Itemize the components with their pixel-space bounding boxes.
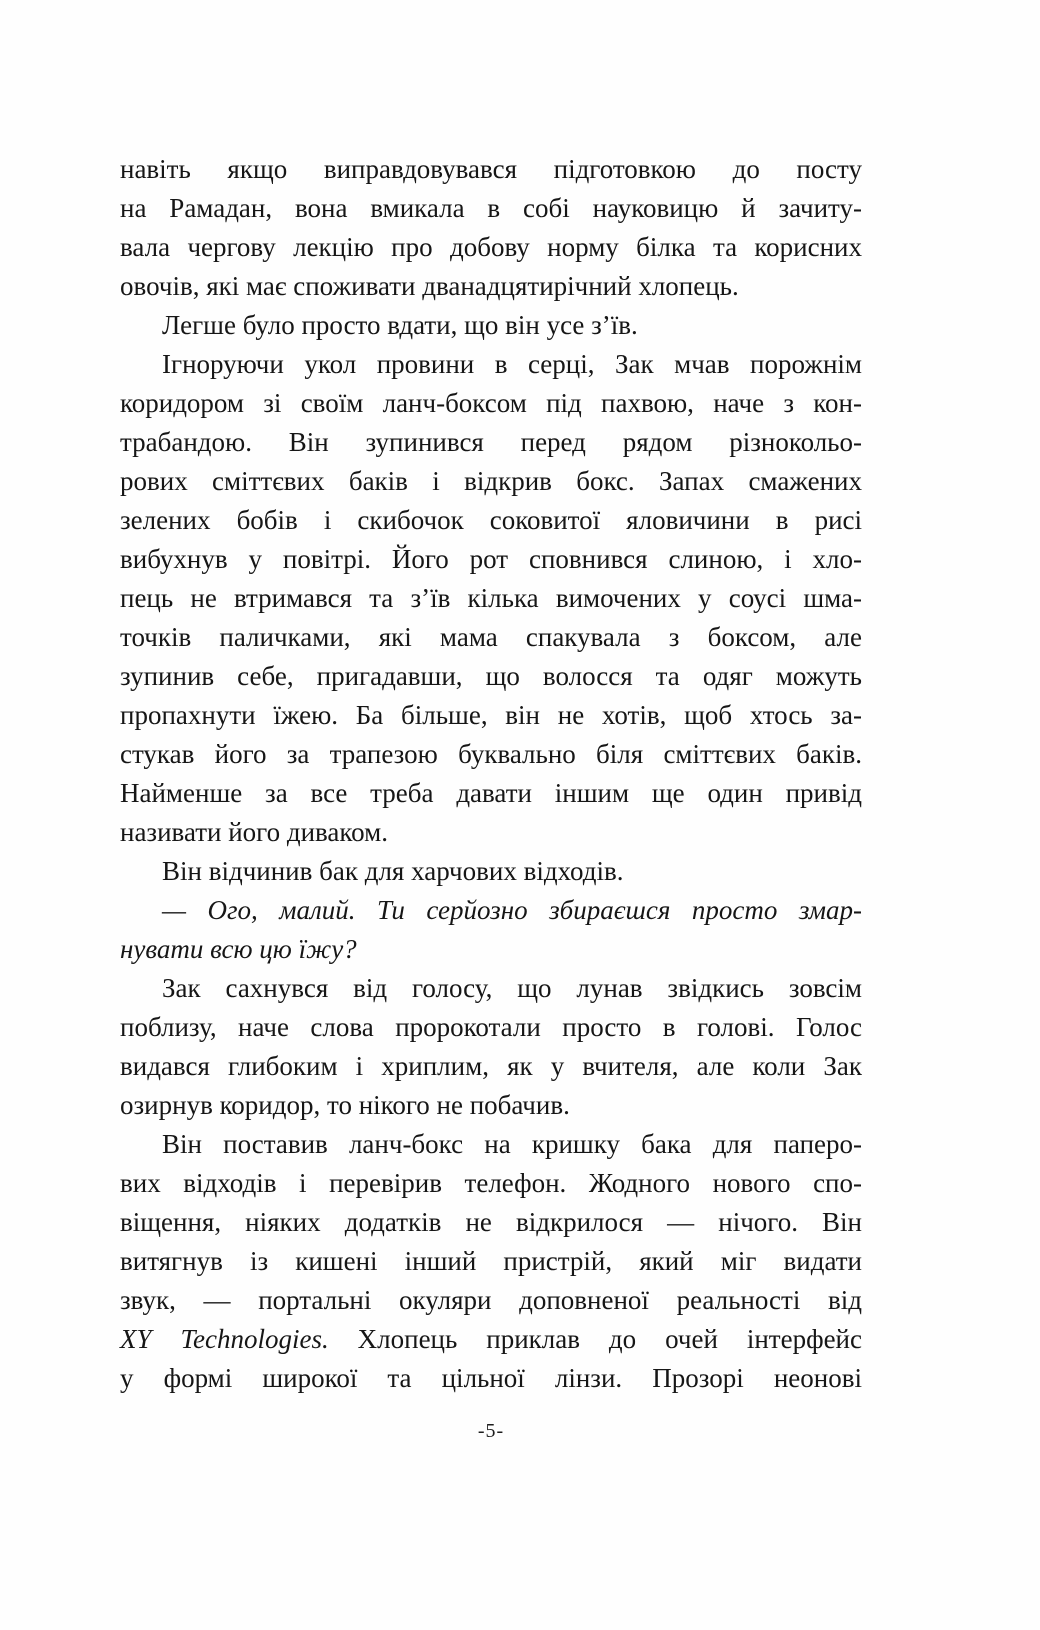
text-segment: Хлопець приклав до очей інтерфейс xyxy=(328,1324,862,1354)
paragraph xyxy=(120,969,862,1125)
text-line: витягнув із кишені інший пристрій, який міг видати xyxy=(120,1246,862,1276)
text-line: на Рамадан, вона вмикала в собі науковицю й зачиту- xyxy=(120,193,862,223)
text-line: Найменше за все треба давати іншим ще один привід xyxy=(120,778,862,808)
text-line: нувати всю цю їжу? xyxy=(120,934,357,964)
text-line: вибухнув у повітрі. Його рот сповнився слиною, і хло- xyxy=(120,544,862,574)
text-line: Він поставив ланч-бокс на кришку бака для паперо- xyxy=(162,1129,862,1159)
text-line: видався глибоким і хриплим, як у вчителя, але коли Зак xyxy=(120,1051,862,1081)
text-line: Ігноруючи укол провини в серці, Зак мчав порожнім xyxy=(162,349,862,379)
text-line: пропахнути їжею. Ба більше, він не хотів, щоб хтось за- xyxy=(120,700,862,730)
paragraph xyxy=(120,345,862,852)
paragraph xyxy=(120,306,862,345)
text-line: рових сміттєвих баків і відкрив бокс. Запах смажених xyxy=(120,466,862,496)
paragraph xyxy=(120,150,862,306)
text-line: вих відходів і перевірив телефон. Жодного нового спо- xyxy=(120,1168,862,1198)
text-line: у формі широкої та цільної лінзи. Прозорі неонові xyxy=(120,1363,862,1393)
text-line: точків паличками, які мама спакувала з боксом, але xyxy=(120,622,862,652)
text-line: Зак сахнувся від голосу, що лунав звідкись зовсім xyxy=(162,973,862,1003)
text-line: звук, — портальні окуляри доповненої реальності від xyxy=(120,1285,862,1315)
paragraph xyxy=(120,852,862,891)
text-line: коридором зі своїм ланч-боксом під пахвою, наче з кон- xyxy=(120,388,862,418)
text-line: — Ого, малий. Ти серйозно збираєшся просто змар- xyxy=(162,895,862,925)
text-line: вала чергову лекцію про добову норму білка та корисних xyxy=(120,232,862,262)
text-line: трабандою. Він зупинився перед рядом різнокольо- xyxy=(120,427,862,457)
text-line: Він відчинив бак для харчових відходів. xyxy=(162,856,624,886)
text-block xyxy=(120,150,862,1398)
text-line: називати його диваком. xyxy=(120,817,388,847)
paragraph xyxy=(120,1125,862,1398)
text-line: овочів, які має споживати дванадцятирічний хлопець. xyxy=(120,271,739,301)
paragraph xyxy=(120,891,862,969)
text-line: зупинив себе, пригадавши, що волосся та одяг можуть xyxy=(120,661,862,691)
text-line: стукав його за трапезою буквально біля сміттєвих баків. xyxy=(120,739,862,769)
text-line: пець не втримався та з’їв кілька вимочених у соусі шма- xyxy=(120,583,862,613)
text-line: озирнув коридор, то нікого не побачив. xyxy=(120,1090,570,1120)
page-number: -5- xyxy=(477,1420,505,1442)
text-line: Легше було просто вдати, що він усе з’їв. xyxy=(162,310,638,340)
italic-text-segment: XY Technologies. xyxy=(120,1324,329,1354)
text-line: навіть якщо виправдовувався підготовкою до посту xyxy=(120,154,862,184)
text-line: віщення, ніяких додатків не відкрилося — нічого. Він xyxy=(120,1207,862,1237)
text-line: поблизу, наче слова пророкотали просто в голові. Голос xyxy=(120,1012,862,1042)
text-line xyxy=(120,1320,862,1359)
text-line: зелених бобів і скибочок соковитої яловичини в рисі xyxy=(120,505,862,535)
